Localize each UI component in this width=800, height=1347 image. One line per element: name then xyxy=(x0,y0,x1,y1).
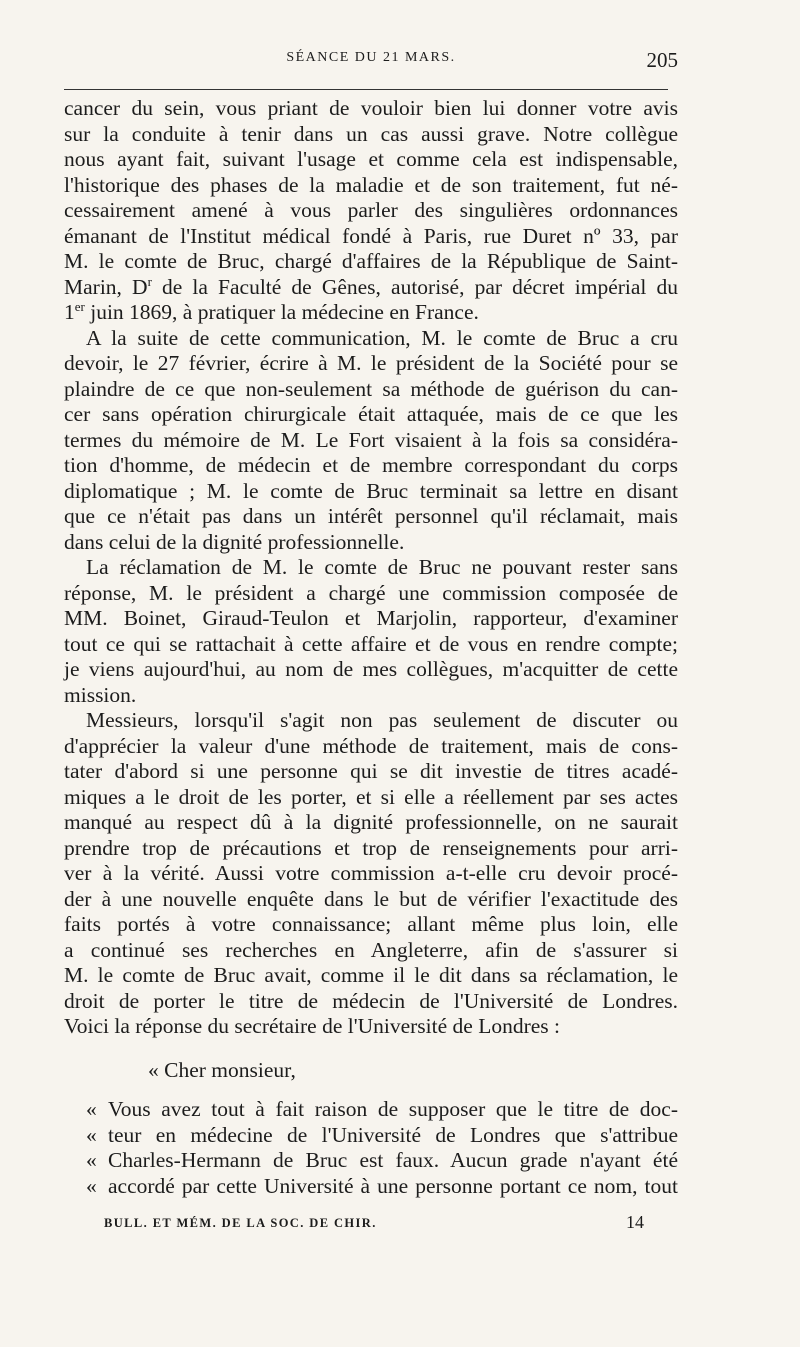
text-line: d'apprécier la valeur d'une méthode de traitement, mais de cons- xyxy=(64,733,678,758)
text-line: MM. Boinet, Giraud-Teulon et Marjolin, rapporteur, d'examiner xyxy=(64,606,678,630)
text-line: dans celui de la dignité professionnelle. xyxy=(64,529,405,554)
signature-mark: 14 xyxy=(626,1212,644,1232)
footer-title: BULL. ET MÉM. DE LA SOC. DE CHIR. xyxy=(104,1216,377,1230)
text-segment: Marin, D xyxy=(64,274,148,299)
text-line: a continué ses recherches en Angleterre, afin de s'assurer si xyxy=(64,937,678,962)
quote-text: teur en médecine de l'Université de Londres que s'attribue xyxy=(108,1122,678,1147)
quote-mark: « xyxy=(86,1097,97,1121)
quote-line xyxy=(86,1148,678,1174)
quote-mark: « xyxy=(86,1148,97,1172)
paragraph-2 xyxy=(64,326,678,556)
text-line xyxy=(64,275,678,301)
quote-mark: « xyxy=(86,1122,97,1147)
superscript: r xyxy=(147,273,152,289)
text-line: M. le comte de Bruc, chargé d'affaires de la République de Saint- xyxy=(64,249,678,273)
quoted-letter xyxy=(86,1097,678,1199)
letter-salutation: « Cher monsieur, xyxy=(148,1058,296,1082)
text-line: sur la conduite à tenir dans un cas aussi grave. Notre collègue xyxy=(64,121,678,146)
quote-text: Vous avez tout à fait raison de supposer que le titre de doc- xyxy=(108,1097,678,1121)
text-segment: 1 xyxy=(64,300,75,324)
text-segment: de la Faculté de Gênes, autorisé, par décret impérial du xyxy=(151,274,678,299)
text-line: je viens aujourd'hui, au nom de mes collègues, m'acquitter de cette xyxy=(64,657,678,681)
text-line: droit de porter le titre de médecin de l'Université de Londres. xyxy=(64,988,678,1013)
quote-text: accordé par cette Université à une personne portant ce nom, tout xyxy=(108,1173,678,1198)
text-line: La réclamation de M. le comte de Bruc ne pouvant rester sans xyxy=(86,555,678,579)
text-line: manqué au respect dû à la dignité professionnelle, on ne saurait xyxy=(64,810,678,834)
text-line: faits portés à votre connaissance; allant même plus loin, elle xyxy=(64,912,678,936)
text-line: nous ayant fait, suivant l'usage et comme cela est indispensable, xyxy=(64,147,678,171)
text-line: l'historique des phases de la maladie et de son traitement, fut né- xyxy=(64,172,678,197)
text-line: que ce n'était pas dans un intérêt personnel qu'il réclamait, mais xyxy=(64,504,678,528)
text-line: ver à la vérité. Aussi votre commission a-t-elle cru devoir procé- xyxy=(64,861,678,885)
text-line: A la suite de cette communication, M. le comte de Bruc a cru xyxy=(86,325,678,350)
body-text xyxy=(64,96,678,1040)
quote-line xyxy=(86,1123,678,1149)
text-segment: juin 1869, à pratiquer la médecine en France. xyxy=(84,300,479,324)
quote-line xyxy=(86,1097,678,1123)
paragraph-1 xyxy=(64,96,678,326)
text-line: prendre trop de précautions et trop de renseignements pour arri- xyxy=(64,835,678,860)
text-line: miques a le droit de les porter, et si elle a réellement par ses actes xyxy=(64,784,678,809)
text-line: cer sans opération chirurgicale était attaquée, mais de ce que les xyxy=(64,402,678,426)
text-line: cessairement amené à vous parler des singulières ordonnances xyxy=(64,198,678,222)
text-line: mission. xyxy=(64,682,137,707)
text-line: cancer du sein, vous priant de vouloir bien lui donner votre avis xyxy=(64,96,678,120)
quote-line xyxy=(86,1174,678,1200)
text-line: réponse, M. le président a chargé une commission composée de xyxy=(64,580,678,605)
text-line: diplomatique ; M. le comte de Bruc terminait sa lettre en disant xyxy=(64,478,678,503)
running-head: SÉANCE DU 21 MARS. xyxy=(286,50,456,65)
page-number: 205 xyxy=(646,48,678,72)
text-line: M. le comte de Bruc avait, comme il le dit dans sa réclamation, le xyxy=(64,963,678,987)
text-line: Messieurs, lorsqu'il s'agit non pas seulement de discuter ou xyxy=(86,708,678,732)
text-line: tion d'homme, de médecin et de membre correspondant du corps xyxy=(64,453,678,477)
paragraph-4 xyxy=(64,708,678,1040)
quote-text: Charles-Hermann de Bruc est faux. Aucun grade n'ayant été xyxy=(108,1148,678,1172)
text-line: plaindre de ce que non-seulement sa méthode de guérison du can- xyxy=(64,376,678,401)
quote-mark: « xyxy=(86,1173,97,1198)
text-line: termes du mémoire de M. Le Fort visaient à la fois sa considéra- xyxy=(64,427,678,452)
text-line: tater d'abord si une personne qui se dit investie de titres acadé- xyxy=(64,759,678,783)
page-header xyxy=(64,48,678,78)
text-line: tout ce qui se rattachait à cette affaire et de vous en rendre compte; xyxy=(64,631,678,656)
text-line: Voici la réponse du secrétaire de l'Université de Londres : xyxy=(64,1014,561,1038)
superscript: er xyxy=(74,298,85,314)
header-rule xyxy=(64,89,668,90)
text-line: devoir, le 27 février, écrire à M. le président de la Société pour se xyxy=(64,351,678,375)
text-line: émanant de l'Institut médical fondé à Paris, rue Duret nº 33, par xyxy=(64,223,678,248)
paragraph-3 xyxy=(64,555,678,708)
page-footer xyxy=(104,1212,644,1236)
text-line xyxy=(64,300,678,326)
text-line: der à une nouvelle enquête dans le but de vérifier l'exactitude des xyxy=(64,886,678,911)
